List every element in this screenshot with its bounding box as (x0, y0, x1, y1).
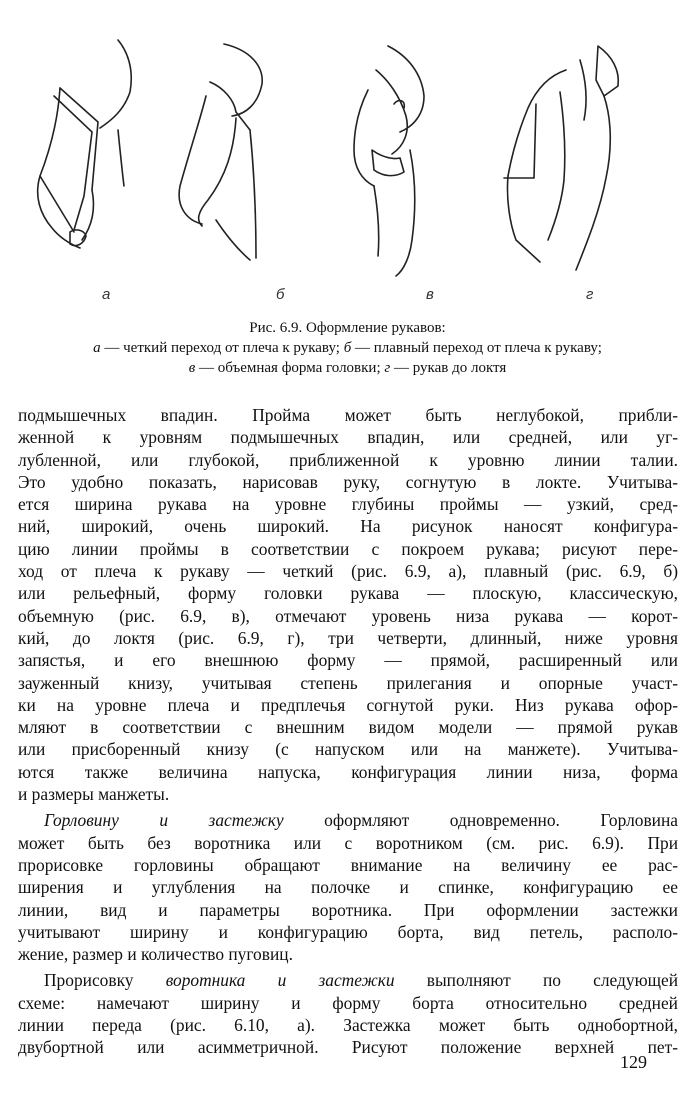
text-line: объемную (рис. 6.9, в), отмечают уровень низа рукава — корот- (18, 605, 678, 626)
caption-text-a: — четкий переход от плеча к рукаву; (100, 340, 344, 356)
figure-6-9 (0, 0, 695, 303)
text-line: прорисовке горловины обращают внимание на величину ее рас- (18, 854, 678, 875)
caption-letter-a: а (93, 340, 101, 356)
paragraph-2 (18, 809, 678, 965)
text-line: лубленной, или глубокой, приближенной к уровню линии талии. (18, 449, 678, 470)
paragraph-2-lead-italic: Горловину и застежку (44, 810, 284, 831)
caption-letter-d: г (384, 360, 391, 376)
sleeve-sketch-b (179, 44, 262, 260)
paragraph-1 (18, 404, 678, 805)
caption-text-d: — рукав до локтя (390, 360, 507, 376)
figure-label-b: б (276, 286, 285, 303)
text-line: или рельефный, форму головки рукава — плоскую, классическую, (18, 583, 678, 604)
figure-label-c: в (426, 286, 434, 303)
sleeve-sketch-a (38, 40, 132, 248)
text-line: и размеры манжеты. (18, 784, 170, 805)
text-line: женной к уровням подмышечных впадин, или средней, или уг- (18, 427, 678, 448)
text-line: жение, размер и количество пуговиц. (18, 944, 293, 965)
text-line (18, 809, 678, 831)
text-line: цию линии проймы в соответствии с покроем рукава; рисуют пере- (18, 538, 678, 559)
caption-letter-b: б (343, 340, 352, 356)
sleeve-sketch-d (504, 46, 618, 270)
text-line: линии, вид и параметры воротника. При оформлении застежки (18, 899, 678, 920)
text-line: ются также величина напуска, конфигурация линии низа, форма (18, 761, 678, 782)
text-line: учитывают ширину и конфигурацию борта, вид петель, располо- (18, 921, 678, 942)
text-line: ширения и углубления на полочке и спинке, конфигурацию ее (18, 877, 678, 898)
figure-label-d: г (586, 286, 594, 303)
sleeve-sketch-c (354, 46, 424, 276)
text-line: ется ширина рукава на уровне глубины проймы — узкий, сред- (18, 494, 678, 515)
text-line: Это удобно показать, нарисовав руку, согнутую в локте. Учитыва- (18, 471, 678, 492)
text-line: подмышечных впадин. Пройма может быть неглубокой, прибли- (18, 405, 678, 425)
text-line: кий, до локтя (рис. 6.9, г), три четверти, длинный, ниже уровня (18, 627, 678, 648)
text-line: или присборенный книзу (с напуском или на манжете). Учитыва- (18, 739, 678, 760)
text-line: ход от плеча к рукаву — четкий (рис. 6.9, а), плавный (рис. 6.9, б) (18, 561, 678, 582)
caption-line-2 (0, 358, 695, 378)
paragraph-3 (18, 969, 678, 1058)
text-line: линии переда (рис. 6.10, а). Застежка может быть однобортной, (18, 1015, 678, 1036)
caption-line-1 (0, 338, 695, 358)
body-text (18, 404, 678, 1059)
text-line: запястья, и его внешнюю форму — прямой, расширенный или (18, 650, 678, 671)
text-line: схеме: намечают ширину и форму борта относительно средней (18, 992, 678, 1013)
text-line: двубортной или асимметричной. Рисуют положение верхней пет- (18, 1037, 678, 1058)
text-line: зауженный книзу, учитывая степень прилегания и опорные участ- (18, 672, 678, 693)
caption-text-c: — объемная форма головки; (195, 360, 385, 376)
paragraph-3-lead-plain: Прорисовку (44, 970, 166, 991)
caption-title: Рис. 6.9. Оформление рукавов: (249, 320, 446, 336)
caption-text-b: — плавный переход от плеча к рукаву; (351, 340, 602, 356)
text-line: ний, широкий, очень широкий. На рисунок наносят конфигура- (18, 516, 678, 537)
page-number: 129 (620, 1052, 647, 1072)
figure-label-a: а (102, 286, 111, 303)
text-line (18, 969, 678, 991)
text-line: ки на уровне плеча и предплечья согнутой руки. Низ рукава офор- (18, 694, 678, 715)
text-line: мляют в соответствии с внешним видом модели — прямой рукав (18, 717, 678, 738)
paragraph-3-lead-rest: выполняют по следующей (394, 970, 678, 991)
paragraph-2-lead-rest: оформляют одновременно. Горловина (283, 810, 678, 831)
paragraph-3-lead-italic: воротника и застежки (165, 970, 395, 991)
sleeve-sketches (0, 0, 695, 290)
text-line: может быть без воротника или с воротником (см. рис. 6.9). При (18, 832, 678, 853)
figure-caption (0, 318, 695, 378)
caption-letter-c: в (188, 360, 196, 376)
